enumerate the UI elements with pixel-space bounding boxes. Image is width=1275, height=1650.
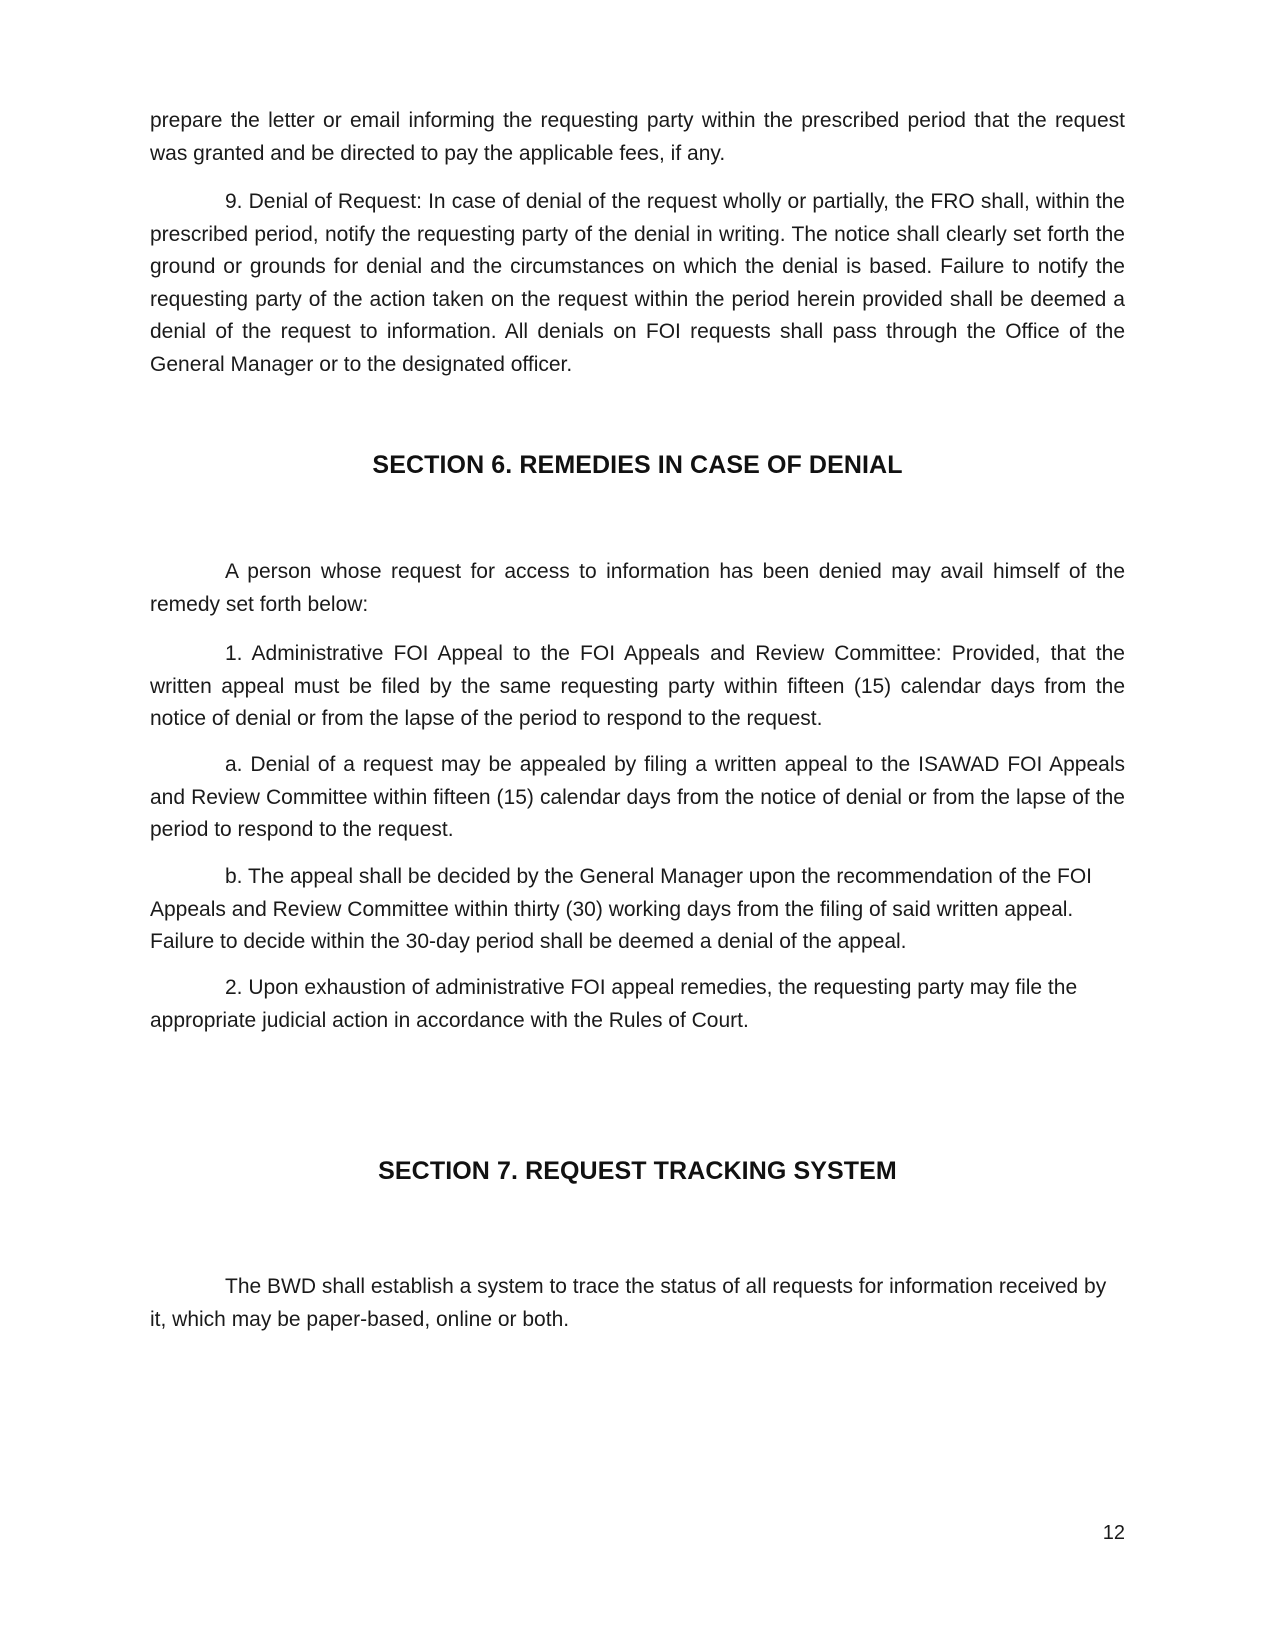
paragraph-tracking-system: The BWD shall establish a system to trace the status of all requests for information received by it, which may be paper-based, online or both. — [150, 1275, 1107, 1331]
section-6-heading: SECTION 6. REMEDIES IN CASE OF DENIAL — [372, 451, 903, 479]
paragraph-remedy-intro: A person whose request for access to information has been denied may avail himself of the remedy set forth below: — [150, 560, 1125, 616]
paragraph-appeal-item-b: b. The appeal shall be decided by the General Manager upon the recommendation of the FOI Appeals and Review Committee within thirty (30) working days from the filing of said written appeal. Failure to decide within the 30-day period shall be deemed a denial of the appeal. — [150, 865, 1092, 953]
paragraph-judicial-action: 2. Upon exhaustion of administrative FOI appeal remedies, the requesting party may file the appropriate judicial action in accordance with the Rules of Court. — [150, 976, 1078, 1032]
paragraph-appeal-item-a: a. Denial of a request may be appealed by filing a written appeal to the ISAWAD FOI Appeals and Review Committee within fifteen (15) calendar days from the notice of denial or from the lapse of the period to respond to the request. — [150, 753, 1125, 841]
paragraph-administrative-appeal: 1. Administrative FOI Appeal to the FOI Appeals and Review Committee: Provided, that the written appeal must be filed by the same requesting party within fifteen (15) calendar days from the notice of denial or from the lapse of the period to respond to the request. — [150, 642, 1125, 730]
paragraph-denial-of-request: 9. Denial of Request: In case of denial of the request wholly or partially, the FRO shall, within the prescribed period, notify the requesting party of the denial in writing. The notice shall clearly set forth the ground or grounds for denial and the circumstances on which the denial is based. Failure to notify the requesting party of the action taken on the request within the period herein provided shall be deemed a denial of the request to information. All denials on FOI requests shall pass through the Office of the General Manager or to the designated officer. — [150, 190, 1125, 376]
paragraph-continuation: prepare the letter or email informing the requesting party within the prescribed period that the request was granted and be directed to pay the applicable fees, if any. — [150, 109, 1125, 165]
section-7-heading: SECTION 7. REQUEST TRACKING SYSTEM — [378, 1157, 897, 1185]
page-number: 12 — [1102, 1522, 1125, 1544]
